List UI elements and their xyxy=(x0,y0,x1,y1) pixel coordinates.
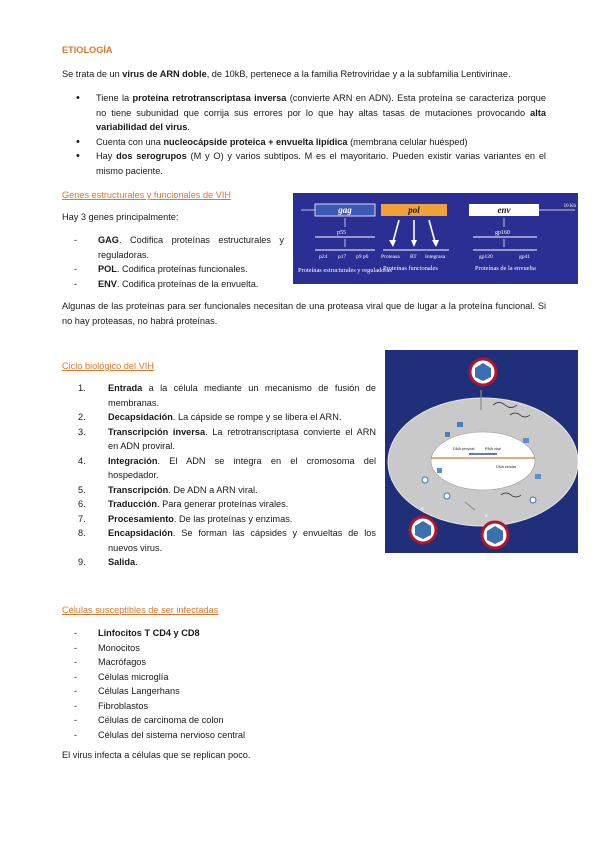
step-text: a la célula mediante un mecanismo de fusión de membranas. xyxy=(108,383,376,408)
gag-label: gag xyxy=(338,205,352,215)
ciclo-step xyxy=(62,454,376,483)
text-run: Tiene la xyxy=(96,93,133,103)
step-text: . El ADN se integra en el cromosoma del hospedador. xyxy=(108,455,376,480)
step-text: . Para generar proteínas virales. xyxy=(157,499,289,509)
virion-entry xyxy=(470,359,496,385)
step-title: Encapsidación xyxy=(108,528,173,538)
pol-label: pol xyxy=(408,205,420,215)
virion-exit-right xyxy=(482,522,508,548)
gp160-label: gp160 xyxy=(495,230,510,236)
ciclo-step xyxy=(62,526,376,555)
caption-functional: Proteínas funcionales xyxy=(383,265,438,272)
step-text: . La cápside se rompe y se libera el ARN. xyxy=(172,412,342,422)
bold-text-run: dos serogrupos xyxy=(116,151,187,161)
cell-type-label: Linfocitos T CD4 y CD8 xyxy=(98,628,200,638)
p24-label: p24 xyxy=(319,254,328,260)
step-title: Decapsidación xyxy=(108,412,173,422)
capsid-fragment-3 xyxy=(523,438,529,443)
gp120-label: gp120 xyxy=(479,254,493,260)
text-run: (M y O) y varios subtipos. M es el mayoritario. Pueden existir varias variantes en el mismo paciente. xyxy=(96,151,546,176)
bold-text-run: GAG xyxy=(98,235,119,245)
text-run: Hay xyxy=(96,151,117,161)
text-run: . Codifica proteínas estructurales y reguladoras. xyxy=(98,235,284,260)
text-run: (membrana celular huésped) xyxy=(347,136,468,147)
text-run: (convierte ARN en ADN). Esta proteína se caracteriza porque no tiene subunidad que corrija sus errores por lo que hay altas tasas de mutaciones provocando xyxy=(96,93,547,118)
step-number: 9. xyxy=(78,557,86,567)
step-number: 2. xyxy=(78,412,86,422)
budding-particle-1 xyxy=(422,477,428,483)
cell-type-item: - Células Langerhans xyxy=(62,684,245,699)
capsid-fragment-1 xyxy=(457,422,463,427)
step-text: . Se forman las cápsides y envueltas de los nuevos virus. xyxy=(108,528,376,553)
ciclo-step xyxy=(62,512,376,527)
text-run: Se trata de un xyxy=(62,69,123,79)
step-number: 7. xyxy=(78,513,86,524)
step-marker-8: 8 xyxy=(421,506,424,511)
caption-structural: Proteínas estructurales y reguladoras xyxy=(298,267,392,274)
virion-exit-left xyxy=(410,517,436,543)
gp41-label: gp41 xyxy=(519,254,530,260)
dna-proviral-label: DNA proviral xyxy=(453,447,475,451)
step-title: Integración xyxy=(108,455,158,466)
rna-viral-label: RNA viral xyxy=(485,447,501,451)
p55-label: p55 xyxy=(337,230,346,236)
bullet-nucleocapside xyxy=(62,135,546,150)
step-title: Entrada xyxy=(108,383,143,393)
step-marker-9: 9 xyxy=(485,513,488,518)
genes-intro: Hay 3 genes principalmente: xyxy=(62,212,179,222)
step-number: 1. xyxy=(78,383,86,393)
cell-type-item: - Macrófagos xyxy=(62,655,245,670)
step-number: 4. xyxy=(78,455,86,466)
cell-nucleus xyxy=(431,432,535,490)
text-run: Cuenta con una xyxy=(96,136,164,147)
celulas-closing: El virus infecta a células que se replican poco. xyxy=(62,750,251,760)
celulas-subheading: Células susceptibles de ser infectadas xyxy=(62,605,219,615)
celulas-list xyxy=(62,626,245,742)
step-title: Transcripción xyxy=(108,484,169,495)
text-run: . Codifica proteínas funcionales. xyxy=(116,264,248,274)
gene-pol-item xyxy=(62,262,284,277)
genes-protease-paragraph: Algunas de las proteínas para ser funcionales necesitan de una proteasa viral que de lugar a la proteína funcional. Si no hay proteasas, no habrá proteínas. xyxy=(62,301,546,326)
ciclo-step xyxy=(62,483,376,498)
ciclo-step xyxy=(62,497,376,512)
step-text: . De las proteínas y enzimas. xyxy=(173,513,293,524)
gene-env-item xyxy=(62,277,284,292)
bullet-serogrupos xyxy=(62,149,546,178)
bold-text-run: proteína retrotranscriptasa inversa xyxy=(132,93,287,103)
budding-particle-2 xyxy=(444,493,450,499)
cell-type-item xyxy=(62,626,245,641)
bold-text-run: nucleocápside proteica + envuelta lipídica xyxy=(163,136,348,147)
step-title: Procesamiento xyxy=(108,513,174,524)
cell-type-item: - Células microglía xyxy=(62,670,245,685)
etiologia-intro xyxy=(62,67,546,82)
hiv-life-cycle-diagram xyxy=(385,350,578,553)
cell-type-item: - Monocitos xyxy=(62,641,245,656)
genes-subheading: Genes estructurales y funcionales de VIH xyxy=(62,190,232,200)
env-label: env xyxy=(497,205,511,215)
bold-text-run: POL xyxy=(98,264,117,274)
step-number: 5. xyxy=(78,484,86,495)
text-run: , de 10kB, pertenece a la familia Retroviridae y a la subfamilia Lentivirinae. xyxy=(206,69,511,79)
genes-list xyxy=(62,233,284,291)
hiv-genome-diagram xyxy=(293,193,578,284)
proteasa-label: Proteasa xyxy=(381,254,400,260)
step-title: Salida xyxy=(108,557,136,567)
cell-type-item: - Células de carcinoma de colon xyxy=(62,713,245,728)
step-number: 6. xyxy=(78,499,86,509)
caption-envelope: Proteínas de la envuelta xyxy=(475,265,536,272)
cell-type-item: - Células del sistema nervioso central xyxy=(62,728,245,743)
rt-label: RT xyxy=(410,254,417,260)
integrasa-label: Integrasa xyxy=(425,254,446,260)
step-title: Transcripción inversa xyxy=(108,426,206,437)
etiologia-bullet-list xyxy=(62,91,546,178)
step-text: . La retrotranscriptasa convierte el ARN en ADN proviral. xyxy=(108,426,376,451)
ciclo-step xyxy=(62,555,376,570)
dna-celular-label: DNA celular xyxy=(496,465,517,469)
capsid-fragment-2 xyxy=(445,432,450,437)
capsid-fragment-4 xyxy=(535,474,541,479)
ciclo-steps-list xyxy=(62,381,376,570)
ciclo-step xyxy=(62,381,376,410)
capsid-fragment-5 xyxy=(437,468,442,473)
text-run: . Codifica proteínas de la envuelta. xyxy=(116,278,259,289)
p9p6-label: p9 p6 xyxy=(356,254,369,260)
step-text: . xyxy=(135,557,138,567)
bold-text-run: alta variabilidad del virus xyxy=(96,107,546,132)
ciclo-step xyxy=(62,425,376,454)
step-number: 8. xyxy=(78,528,86,538)
gene-gag-item xyxy=(62,233,284,262)
bold-text-run: ENV xyxy=(98,278,117,289)
budding-particle-3 xyxy=(530,497,536,503)
ciclo-step xyxy=(62,410,376,425)
step-title: Traducción xyxy=(108,499,158,509)
p17-label: p17 xyxy=(338,254,347,260)
step-text: . De ADN a ARN viral. xyxy=(168,484,258,495)
step-number: 3. xyxy=(78,426,86,437)
bullet-retrotranscriptasa xyxy=(62,91,546,135)
text-run: . xyxy=(187,122,190,132)
ciclo-subheading: Ciclo biológico del VIH xyxy=(62,361,154,371)
etiologia-heading: ETIOLOGÍA xyxy=(62,45,113,55)
genome-size-label: 10 Kb xyxy=(563,204,576,209)
cell-type-item: - Fibroblastos xyxy=(62,699,245,714)
bold-text-run: virus de ARN doble xyxy=(122,69,207,79)
